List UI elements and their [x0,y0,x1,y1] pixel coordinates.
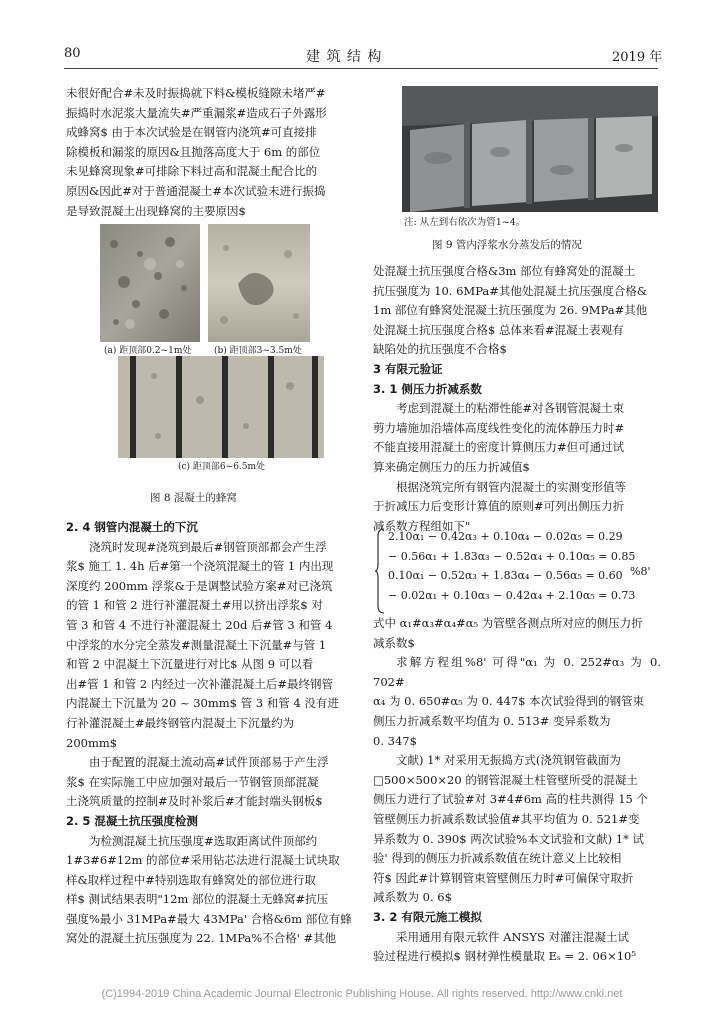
equation-line: 2.10α₁ − 0.42α₃ + 0.10α₄ − 0.02α₅ = 0.29 [388,530,623,543]
text-line: 未很好配合#未及时振捣就下料&模板缝隙未堵严# [66,86,326,100]
text-line: 样&取样过程中#特别选取有蜂窝处的部位进行取 [66,872,316,887]
equation-line: 0.10α₁ − 0.52α₃ + 1.83α₄ − 0.56α₅ = 0.60 [388,569,623,582]
text-line: 考虑到混凝土的粘滞性能#对各钢管混凝土束 [396,401,625,416]
text-line: 剪力墙施加沿墙体高度线性变化的流体静压力时# [373,420,625,435]
text-line: □500×500×20 的钢管混凝土柱管壁所受的混凝土 [373,772,638,787]
text-line: 0. 347$ [373,733,417,748]
text-line: 验过程进行模拟$ 钢材弹性模量取 Eₛ = 2. 06×10⁵ [373,949,636,964]
section-heading-3-1: 3. 1 侧压力折减系数 [373,381,482,396]
text-line: 根据浇筑完所有钢管内混凝土的实测变形值等 [396,479,626,494]
text-line: 成蜂窝$ 由于本次试验是在钢管内浇筑#可直接排 [66,125,317,140]
left-intro [66,84,352,221]
fig8-photo-c [118,356,324,458]
text-line: 式中 α₁#α₃#α₄#α₅ 为管壁各测点所对应的侧压力折 [373,616,643,630]
text-line: 的管 1 和管 2 进行补灌混凝土#用以挤出浮浆$ 对 [66,598,323,613]
text-line: 行补灌混凝土#最终钢管内混凝土下沉量约为 [66,715,295,730]
text-line: 于折减压力后变形计算值的原则#可列出侧压力折 [373,499,625,514]
text-line: 不能直接用混凝土的密度计算侧压力#但可通过试 [373,440,625,455]
fig8-subcaption-b: (b) 距顶部3~3.5m处 [214,346,302,356]
text-line: 除模板和漏浆的原因&且抛落高度大于 6m 的部位 [66,144,321,159]
section-heading-3-2: 3. 2 有限元施工模拟 [373,909,482,924]
journal-title: 建 筑 结 构 [306,49,383,65]
text-line: 振捣时水泥浆大量流失#严重漏浆#造成石子外露形 [66,105,327,120]
fig9-photo [402,86,658,212]
text-line: 浆$ 在实际施工中应加强对最后一节钢管顶部混凝 [66,774,319,789]
equation-line: − 0.56α₁ + 1.83α₃ − 0.52α₄ + 0.10α₅ = 0.85 [388,549,636,563]
text-line: 浇筑时发现#浇筑到最后#钢管顶部都会产生浮 [89,539,327,554]
header-year: 2019 年 [612,50,663,65]
text-line: 处混凝土抗压强度合格&3m 部位有蜂窝处的混凝土 [373,264,636,278]
text-line: 异系数为 0. 390$ 两次试验%本文试验和文献) 1* 试 [373,831,644,846]
text-line: 1m 部位有蜂窝处混凝土抗压强度为 26. 9MPa#其他 [373,303,648,318]
text-line: 浆$ 施工 1. 4h 后#第一个浇筑混凝土的管 1 内出现 [66,559,334,574]
section-heading-2-4: 2. 4 钢管内混凝土的下沉 [66,520,198,534]
fig9-caption: 图 9 管内浮浆水分蒸发后的情况 [432,239,582,251]
fig8-subcaption-a: (a) 距顶部0.2~1m处 [104,346,192,356]
text-line: 200mm$ [66,735,118,750]
equation-brace [375,528,385,614]
text-line: 原因&因此#对于普通混凝土#本次试验未进行振捣 [66,183,326,198]
section-heading-3: 3 有限元验证 [373,361,443,376]
text-line: 深度约 200mm 浮浆&于是调整试验方案#对已浇筑 [66,578,333,593]
text-line: 出#管 1 和管 2 内经过一次补灌混凝土后#最终钢管 [66,676,334,691]
text-line: 文献) 1* 对采用无振捣方式(浇筑钢管截面为 [396,753,621,768]
text-line: 由于配置的混凝土流动高#试件顶部易于产生浮 [89,755,329,770]
text-line: 样$ 测试结果表明"12m 部位的混凝土无蜂窝#抗压 [66,892,329,907]
copyright-footer: (C)1994-2019 China Academic Journal Electronic Publishing House. All rights reserved. http://www.cnki.net [101,988,623,1000]
equation-number: %8' [630,565,651,578]
text-line: 验' 得到的侧压力折减系数值在统计意义上比较相 [373,851,622,866]
right-text-2 [373,614,661,967]
text-line: 求解方程组%8' 可得"α₁ 为 0. 252#α₃ 为 0. 702# [373,655,661,689]
section-heading-2-5: 2. 5 混凝土抗压强度检测 [66,813,198,828]
equation-system [388,527,635,605]
text-line: 采用通用有限元软件 ANSYS 对灌注混凝土试 [396,929,630,944]
equation-line: − 0.02α₁ + 0.10α₃ − 0.42α₄ + 2.10α₅ = 0.73 [388,588,636,602]
text-line: 窝处的混凝土抗压强度为 22. 1MPa%不合格' #其他 [66,931,337,946]
header-rule [64,68,658,69]
text-line: 算来确定侧压力的压力折减值$ [373,459,530,474]
text-line: 侧压力折减系数平均值为 0. 513# 变异系数为 [373,713,611,728]
text-line: 中浮浆的水分完全蒸发#测量混凝土下沉量#与管 1 [66,637,327,652]
text-line: 缺陷处的抗压强度不合格$ [373,342,507,357]
text-line: 处混凝土抗压强度合格$ 总体来看#混凝土表观有 [373,322,624,337]
text-line: 管 3 和管 4 不进行补灌混凝土 20d 后#管 3 和管 4 [66,617,333,632]
text-line: 减系数方程组如下" [373,518,471,533]
text-line: 是导致混凝土出现蜂窝的主要原因$ [66,203,246,218]
text-line: 减系数为 0. 6$ [373,890,452,905]
text-line: 符$ 因此#计算钢管束管壁侧压力时#可偏保守取折 [373,870,634,885]
text-line: 为检测混凝土抗压强度#选取距离试件顶部约 [89,833,318,848]
text-line: 和管 2 中混凝土下沉量进行对比$ 从图 9 可以看 [66,657,314,672]
text-line: 1#3#6#12m 的部位#采用钻芯法进行混凝土试块取 [66,853,340,868]
fig8-photo-b [208,224,310,342]
text-line: 强度%最小 31MPa#最大 43MPa' 合格&6m 部位有蜂 [66,911,352,926]
right-text-1 [373,262,661,536]
text-line: 抗压强度为 10. 6MPa#其他处混凝土抗压强度合格& [373,283,648,298]
text-line: 侧压力进行了试验#对 3#4#6m 高的柱共测得 15 个 [373,792,649,807]
fig9-note: 注: 从左到右依次为管1~4。 [404,217,526,228]
text-line: 减系数$ [373,635,415,650]
page-number: 80 [64,46,81,61]
text-line: 土浇筑质量的控制#及时补浆后#才能封端头钢板$ [66,794,323,809]
text-line: 管壁侧压力折减系数试验值#其平均值为 0. 521#变 [373,811,640,826]
text-line: α₄ 为 0. 650#α₅ 为 0. 447$ 本次试验得到的钢管束 [373,694,645,709]
text-line: 内混凝土下沉量为 20 ~ 30mm$ 管 3 和管 4 没有进 [66,696,339,711]
fig8-subcaption-c: (c) 距顶部6~6.5m处 [178,462,266,472]
text-line: 未见蜂窝现象#可排除下料过高和混凝土配合比的 [66,164,318,179]
fig8-photo-a [100,224,200,342]
left-sections [66,518,352,949]
fig8-caption: 图 8 混凝土的蜂窝 [150,492,237,504]
